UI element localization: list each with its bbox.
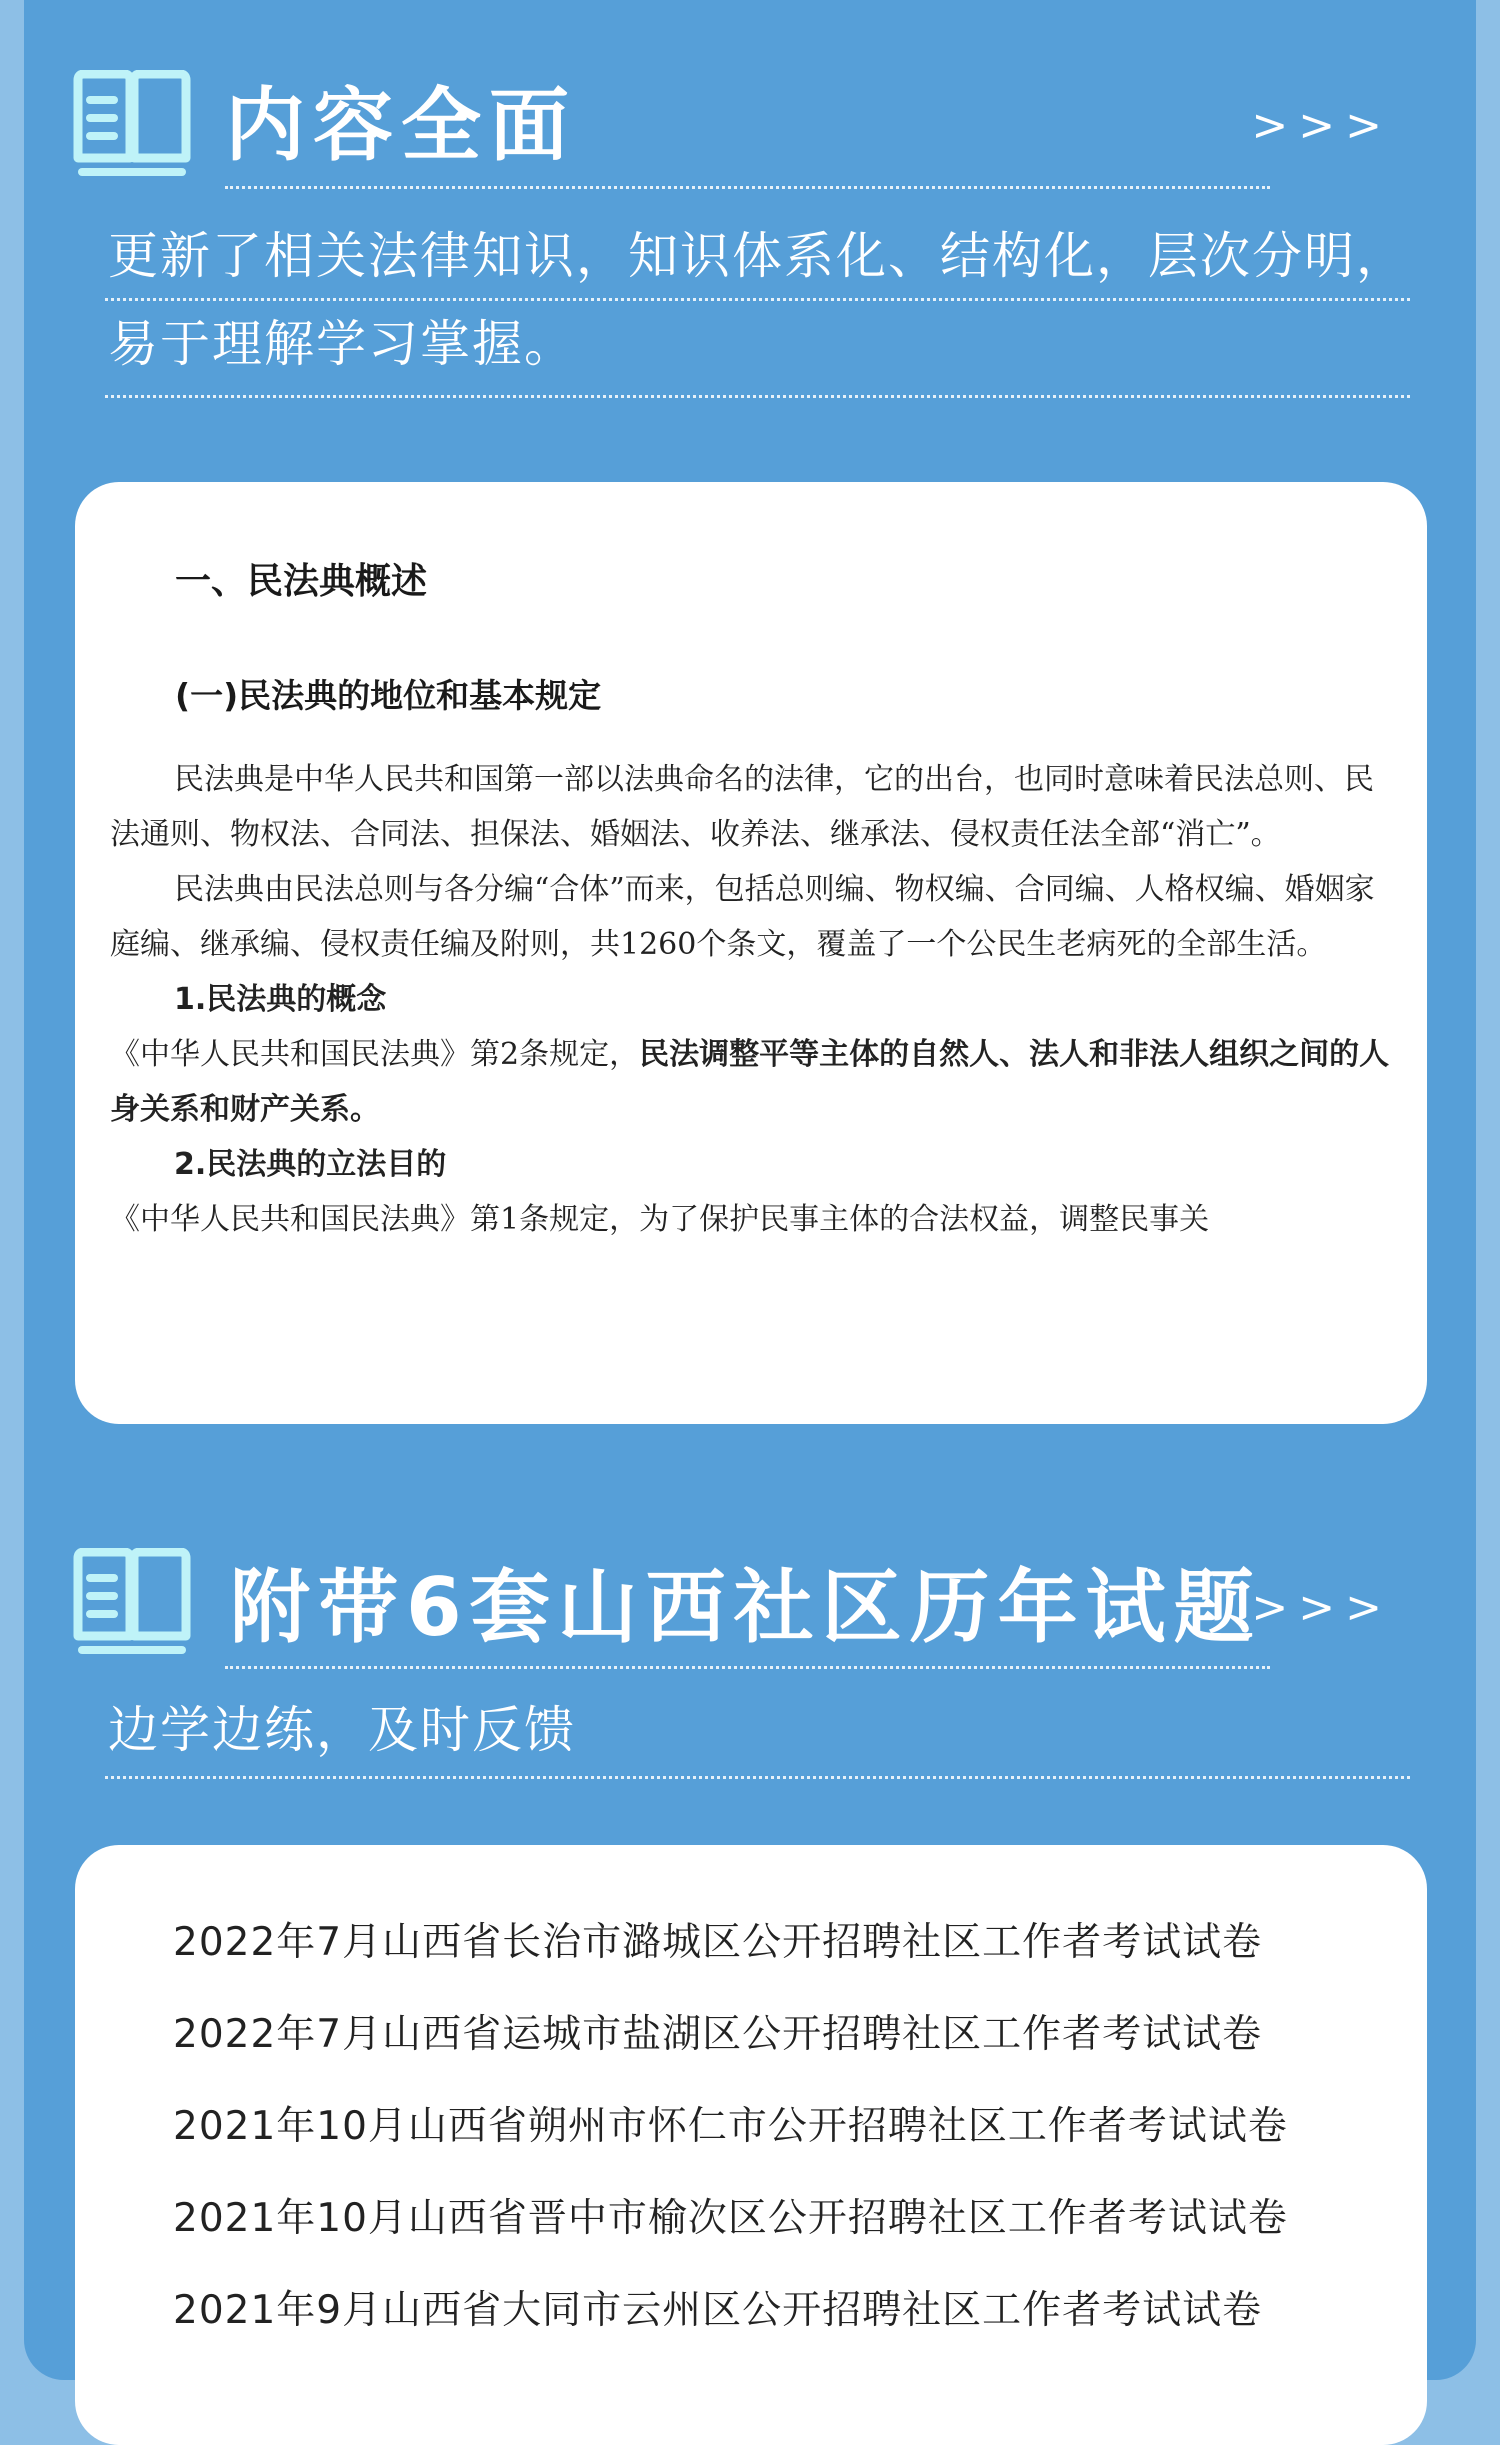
divider: [225, 186, 1270, 189]
document-body: [110, 752, 1392, 1247]
exam-list-item: 2022年7月山西省长治市潞城区公开招聘社区工作者考试试卷: [173, 1920, 1263, 1965]
divider: [105, 298, 1410, 301]
section-description-line: 易于理解学习掌握。: [108, 315, 576, 373]
divider: [105, 395, 1410, 398]
exam-list-item: 2021年10月山西省朔州市怀仁市公开招聘社区工作者考试试卷: [173, 2104, 1288, 2149]
paragraph: [110, 1027, 1392, 1137]
document-heading: 一、民法典概述: [175, 561, 428, 602]
section-header-exams: [70, 1548, 1450, 1668]
exam-list-item: 2022年7月山西省运城市盐湖区公开招聘社区工作者考试试卷: [173, 2012, 1263, 2057]
paragraph: 民法典是中华人民共和国第一部以法典命名的法律，它的出台，也同时意味着民法总则、民法通则、物权法、合同法、担保法、婚姻法、收养法、继承法、侵权责任法全部“消亡”。: [110, 762, 1374, 852]
exam-list-card: [75, 1845, 1427, 2445]
book-icon: [70, 70, 194, 182]
section-description-line: 更新了相关法律知识，知识体系化、结构化，层次分明，: [108, 227, 1408, 285]
paragraph-emphasis: 民法调整平等主体的自然人、法人和非法人组织之间的人身关系和财产关系。: [110, 1037, 1390, 1127]
section-description: 边学边练，及时反馈: [108, 1701, 576, 1759]
paragraph: 民法典由民法总则与各分编“合体”而来，包括总则编、物权编、合同编、人格权编、婚姻家庭编、继承编、侵权责任编及附则，共1260个条文，覆盖了一个公民生老病死的全部生活。: [110, 872, 1375, 962]
book-icon: [70, 1548, 194, 1660]
paragraph-text: 《中华人民共和国民法典》第2条规定，: [110, 1037, 640, 1072]
document-subheading: (一)民法典的地位和基本规定: [175, 676, 602, 715]
section-subheading: 2.民法典的立法目的: [174, 1147, 447, 1182]
section-header-content: [70, 70, 1450, 190]
exam-list-item: 2021年10月山西省晋中市榆次区公开招聘社区工作者考试试卷: [173, 2196, 1288, 2241]
document-preview-card: [75, 482, 1427, 1424]
section-title: 附带6套山西社区历年试题: [230, 1561, 1262, 1654]
section-subheading: 1.民法典的概念: [174, 982, 387, 1017]
paragraph: 《中华人民共和国民法典》第1条规定，为了保护民事主体的合法权益，调整民事关: [110, 1202, 1210, 1237]
divider: [105, 1776, 1410, 1779]
divider: [225, 1666, 1270, 1669]
arrows-icon: >>>: [1251, 100, 1392, 151]
exam-list-item: 2021年9月山西省大同市云州区公开招聘社区工作者考试试卷: [173, 2288, 1263, 2333]
exam-list: [173, 1897, 1288, 2357]
arrows-icon: >>>: [1251, 1582, 1392, 1633]
section-title: 内容全面: [225, 79, 577, 172]
